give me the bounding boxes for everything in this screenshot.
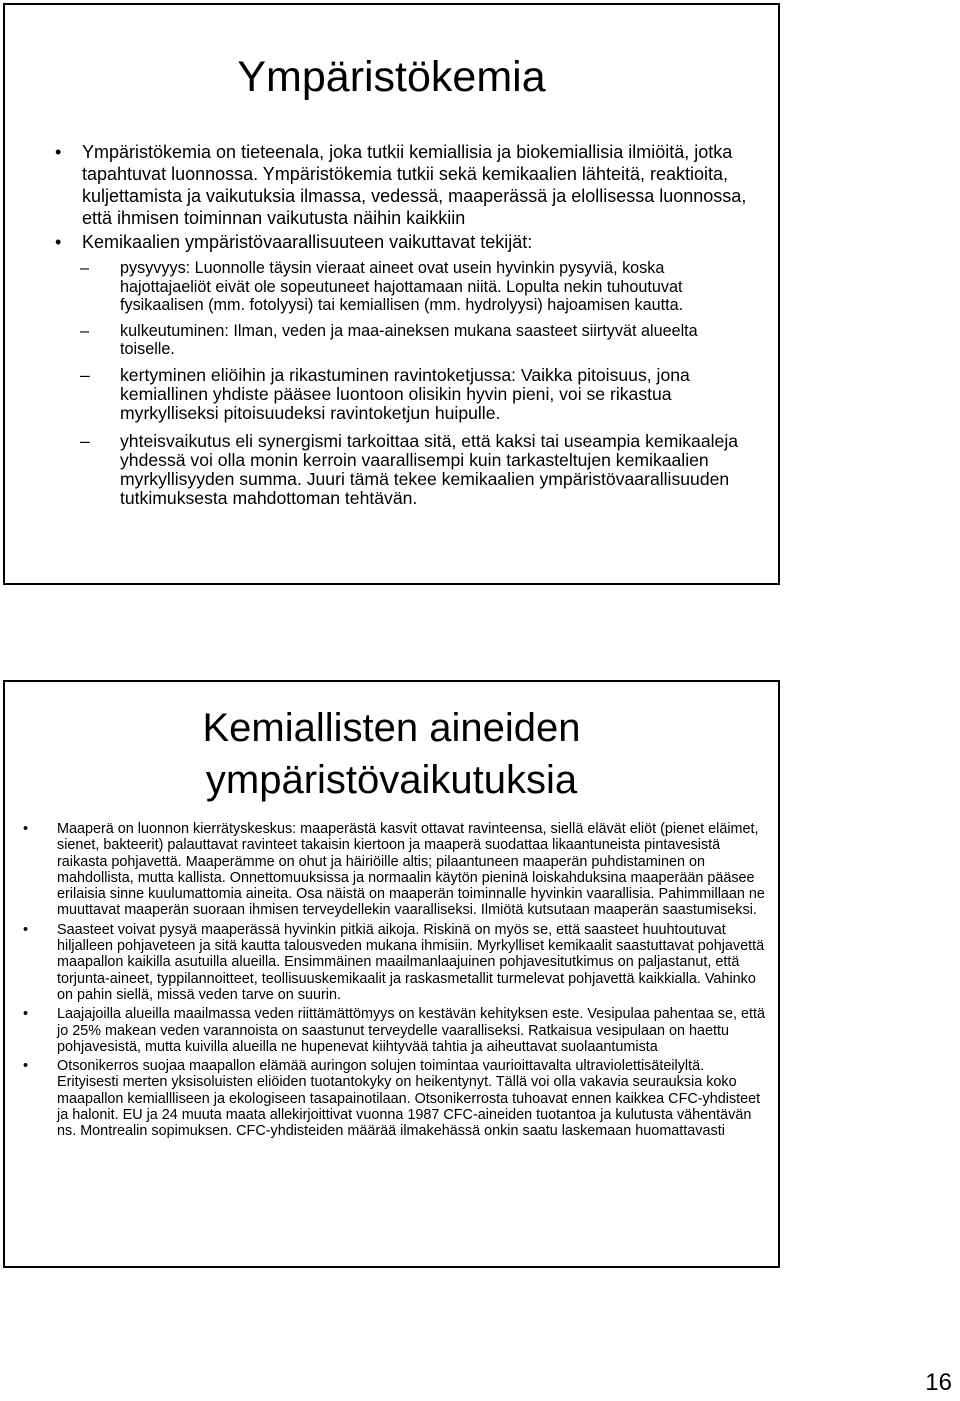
sub-bullet-text: yhteisvaikutus eli synergismi tarkoittaa sitä, että kaksi tai useampia kemikaaleja yhdessä voi olla monin kerroin vaarallisempi kuin tarkasteltujen kemikaalien myrkyllisyyden summa. Juuri tämä tekee kemikaalien ympäristövaarallisuuden tutkimuksesta mahdottoman tehtävän. [120,430,739,508]
bullet-text: Otsonikerros suojaa maapallon elämää auringon solujen toimintaa vaurioittavalta ultraviolettisäteilyltä. Erityisesti merten yksisoluisten eliöiden tuotantokyky on heikentynyt. Tällä voi olla vakavia seurauksia koko maapallon kemiallliseen ja ekologiseen tasapainotilaan. Otsonikerrosta tuhoavat ennen kaikkea CFC-yhdisteet ja halonit. EU ja 24 muuta maata allekirjoittivat vuonna 1987 CFC-aineiden tuotantoa ja kulutusta vähentävän ns. Montrealin sopimuksen. CFC-yhdisteiden määrää ilmakehässä onkin saatu laskemaan huomattavasti [57,1058,761,1140]
bullet-dot-icon: • [23,1006,29,1023]
bullet-text: Ympäristökemia on tieteenala, joka tutkii kemiallisia ja biokemiallisia ilmiöitä, jotka tapahtuvat luonnossa. Ympäristökemia tutkii sekä kemikaalien lähteitä, reaktioita, kuljettamista ja vaikutuksia ilmassa, vedessä, maaperässä ja elollisessa luonnossa, että ihmisen toiminnan vaikutusta näihin kaikkiin [82,142,747,228]
bullet-text: Maaperä on luonnon kierrätyskeskus: maaperästä kasvit ottavat ravinteensa, siellä elävät eliöt (pienet eläimet, sienet, bakteerit) palauttavat ravinteet takaisin kiertoon ja maaperä suodattaa likaantuneista pintavesistä raikasta pohjavettä. Maaperämme on ohut ja häiriöille altis; pilaantuneen maaperän puhdistaminen on mahdollista, mutta kallista. Onnettomuuksissa ja normaalin käytön pieninä loiskahduksina maaperään pääsee erilaisia sinne kuulumattomia aineita. Osa näistä on maaperän toiminnalle hyvinkin vaarallisia. Pahimmillaan ne muuttavat maaperän suoraan ihmisen terveydellekin vaaralliseksi. Ilmiötä kutsutaan maaperän saastumiseksi. [57,821,765,919]
sub-bullet-item [55,259,755,315]
slide-2-body [23,821,768,1143]
slide-1-body [55,141,755,517]
bullet-item [55,141,755,229]
slide-2-title [5,702,778,806]
bullet-item [23,922,768,1003]
bullet-dot-icon: • [55,142,62,162]
dash-icon: – [80,259,90,277]
sub-bullet-text: kertyminen eliöihin ja rikastuminen ravintoketjussa: Vaikka pitoisuus, jona kemiallinen yhdiste pääsee luontoon olisikin hyvin pieni, voi se rikastua myrkylliseksi pitoisuudeksi ravintoketjun huipulle. [120,364,690,423]
bullet-item [23,821,768,919]
bullet-dot-icon: • [23,821,29,837]
bullet-dot-icon: • [55,232,62,252]
bullet-item [23,1058,768,1139]
slide-1 [3,3,780,585]
slide-2 [3,680,780,1268]
sub-bullet-text: pysyvyys: Luonnolle täysin vieraat aineet ovat usein hyvinkin pysyviä, koska hajottajaeliöt eivät ole sopeutuneet hajottamaan niitä. Lopulta nekin tuhoutuvat fysikaalisen (mm. fotolyysi) tai kemiallisen (mm. hydrolyysi) hajoamisen kautta. [120,259,684,315]
slide-2-title-line-2: ympäristövaikutuksia [205,758,578,802]
dash-icon: – [80,364,90,385]
bullet-text: Kemikaalien ympäristövaarallisuuteen vaikuttavat tekijät: [82,232,533,252]
sub-bullet-list [55,259,755,508]
bullet-dot-icon: • [23,921,29,938]
bullet-item [55,231,755,253]
dash-icon: – [80,430,90,451]
bullet-dot-icon: • [23,1058,29,1075]
dash-icon: – [80,321,90,340]
sub-bullet-text: kulkeutuminen: Ilman, veden ja maa-aineksen mukana saasteet siirtyvät alueelta toiselle. [120,321,698,359]
bullet-text: Laajajoilla alueilla maailmassa veden riittämättömyys on kestävän kehityksen este. Vesipulaa pahentaa se, että jo 25% makean veden varannoista on saastunut terveydelle vaaralliseksi. Ratkaisua vesipulaan on haettu pohjavesistä, mutta kuivilla alueilla ne hupenevat kiihtyvää tahtia ja aiheuttavat suolaantumista [57,1006,765,1055]
page-number: 16 [925,1369,952,1396]
bullet-item [23,1006,768,1055]
sub-bullet-item [55,432,755,508]
bullet-text: Saasteet voivat pysyä maaperässä hyvinkin pitkiä aikoja. Riskinä on myös se, että saasteet huuhtoutuvat hiljalleen pohjaveteen ja sitä kautta talousveden mukana ihmisiin. Myrkylliset kemikaalit saastuttavat pohjavettä maapallon kaikilla asutuilla alueilla. Ensimmäinen maailmanlaajuinen pohjavesitutkimus on paljastanut, että torjunta-aineet, typpilannoitteet, teollisuuskemikaalit ja raskasmetallit turmelevat pohjavettä kaikkialla. Vahinko on pahin siellä, missä veden tarve on suurin. [57,921,765,1003]
slide-1-title: Ympäristökemia [237,53,546,101]
slide-2-title-line-1: Kemiallisten aineiden [202,706,581,750]
sub-bullet-item [55,366,755,423]
sub-bullet-item [55,322,755,359]
